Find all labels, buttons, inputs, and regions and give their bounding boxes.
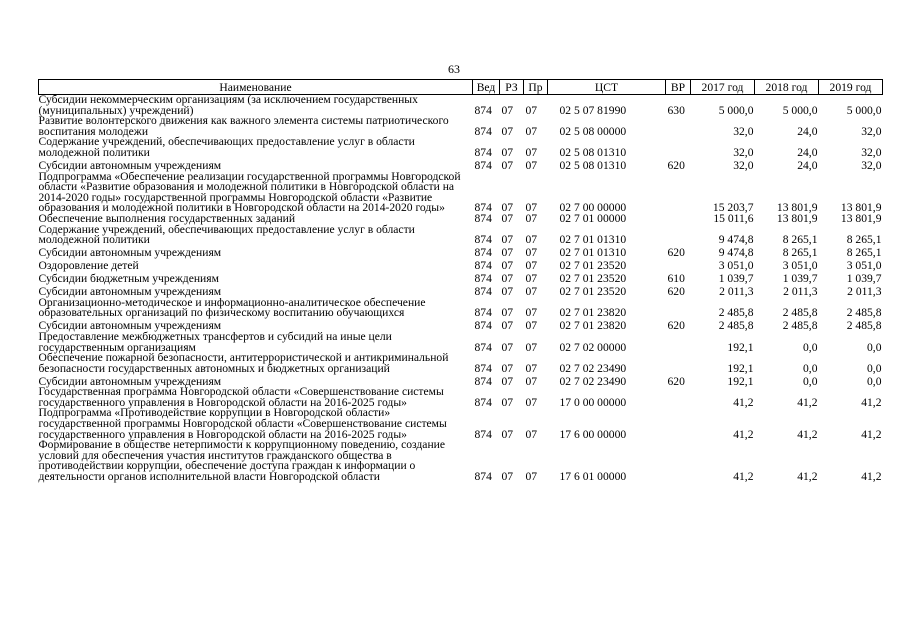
row-2018: 24,0	[797, 158, 818, 172]
row-2019: 13 801,9	[840, 211, 882, 225]
row-2018: 24,0	[797, 145, 818, 159]
table-row	[39, 272, 883, 285]
row-ved: 874	[474, 306, 492, 320]
row-ved: 874	[474, 285, 492, 299]
row-2019: 2 485,8	[846, 319, 882, 333]
row-2019: 5 000,0	[846, 103, 882, 117]
row-ved: 874	[474, 272, 492, 286]
row-2019: 2 011,3	[847, 285, 882, 299]
row-name: Оздоровление детей	[38, 259, 139, 273]
table-row	[39, 298, 883, 319]
row-2018: 2 485,8	[782, 306, 818, 320]
row-2017: 41,2	[733, 470, 754, 484]
row-ved: 874	[474, 103, 492, 117]
row-cst: 17 6 01 00000	[559, 470, 627, 484]
table-row	[39, 246, 883, 259]
row-vr: 630	[667, 103, 685, 117]
table-row	[39, 116, 883, 137]
row-name: Субсидии автономным учреждениям	[38, 246, 222, 260]
row-pr: 07	[525, 361, 538, 375]
row-cst: 02 7 02 23490	[559, 374, 627, 388]
row-rz: 07	[501, 361, 514, 375]
row-pr: 07	[525, 306, 538, 320]
header-vr: ВР	[666, 80, 691, 95]
row-2018: 2 485,8	[782, 319, 818, 333]
row-vr	[666, 214, 691, 225]
row-2019: 0,0	[867, 374, 882, 388]
row-2017: 3 051,0	[718, 259, 754, 273]
row-2018: 13 801,9	[776, 211, 818, 225]
table-row	[39, 332, 883, 353]
row-name: Содержание учреждений, обеспечивающих предоставление услуг в области молодежной политики	[38, 135, 415, 159]
row-rz: 07	[501, 395, 514, 409]
table-row	[39, 95, 883, 117]
row-pr: 07	[525, 374, 538, 388]
row-2019: 8 265,1	[846, 233, 882, 247]
row-rz: 07	[501, 211, 514, 225]
row-ved: 874	[474, 395, 492, 409]
row-pr: 07	[525, 246, 538, 260]
row-2018: 13 801,9	[776, 201, 818, 215]
row-ved: 874	[474, 124, 492, 138]
row-2019: 32,0	[861, 145, 882, 159]
row-cst: 02 7 01 23820	[559, 319, 627, 333]
row-2017: 41,2	[733, 395, 754, 409]
row-rz: 07	[501, 233, 514, 247]
row-rz: 07	[501, 103, 514, 117]
row-name: Предоставление межбюджетных трансфертов и субсидий на иные цели государственным организациям	[38, 329, 392, 354]
row-name: Подпрограмма «Противодействие коррупции в Новгородской области» государственной программы Новгородской области «Совершенствование системы государственного управления в Новгородской области на 2016-2025 годы»	[38, 406, 447, 441]
row-ved: 874	[474, 374, 492, 388]
row-cst: 02 5 08 01310	[559, 145, 627, 159]
row-cst: 02 5 08 01310	[559, 158, 627, 172]
row-rz: 07	[501, 427, 514, 441]
row-pr: 07	[525, 201, 538, 215]
row-2017: 9 474,8	[718, 233, 754, 247]
row-ved: 874	[474, 233, 492, 247]
row-2019: 13 801,9	[840, 201, 882, 215]
row-rz: 07	[501, 340, 514, 354]
row-rz: 07	[501, 319, 514, 333]
page-number: 63	[448, 62, 460, 76]
row-rz: 07	[501, 259, 514, 273]
table-row	[39, 172, 883, 214]
row-pr: 07	[525, 340, 538, 354]
row-ved: 874	[474, 259, 492, 273]
row-name: Развитие волонтерского движения как важного элемента системы патриотического воспитания молодежи	[38, 114, 449, 138]
row-2019: 41,2	[861, 395, 882, 409]
row-name: Субсидии автономным учреждениям	[38, 285, 222, 299]
header-cst: ЦСТ	[548, 80, 666, 95]
row-vr	[666, 225, 691, 246]
row-pr: 07	[525, 211, 538, 225]
table-row	[39, 353, 883, 374]
row-ved: 874	[474, 211, 492, 225]
header-ved: Вед	[473, 80, 500, 95]
row-name: Организационно-методическое и информационно-аналитическое обеспечение образовательных организаций по физическому воспитанию обучающихся	[38, 295, 426, 320]
row-vr: 610	[667, 272, 685, 286]
row-rz: 07	[501, 285, 514, 299]
row-cst: 02 7 00 00000	[559, 201, 627, 215]
row-2018: 41,2	[797, 427, 818, 441]
row-cst: 02 7 01 23520	[559, 259, 627, 273]
row-vr	[666, 116, 691, 137]
row-2018: 41,2	[797, 395, 818, 409]
row-name: Субсидии автономным учреждениям	[38, 319, 222, 333]
row-name: Субсидии некоммерческим организациям (за исключением государственных (муниципальных) учреждений)	[38, 93, 418, 117]
row-vr	[666, 353, 691, 374]
row-pr: 07	[525, 470, 538, 484]
row-cst: 02 7 01 23520	[559, 272, 627, 286]
header-rz: РЗ	[500, 80, 524, 95]
row-2019: 41,2	[861, 427, 882, 441]
row-vr	[666, 408, 691, 440]
row-2018: 3 051,0	[782, 259, 818, 273]
row-name: Подпрограмма «Обеспечение реализации государственной программы Новгородской области «Развитие образования и молодежной политики в Новгородской области на 2014-2020 годы» государственной программы Новгородской области «Развитие образования и молодежной политики в Новгородской области на 2014-2020 годы»	[38, 169, 461, 215]
row-rz: 07	[501, 145, 514, 159]
row-cst: 02 7 01 23820	[559, 306, 627, 320]
header-pr: Пр	[524, 80, 548, 95]
row-cst: 02 7 02 00000	[559, 340, 627, 354]
row-vr	[666, 387, 691, 408]
row-2018: 24,0	[797, 124, 818, 138]
row-rz: 07	[501, 124, 514, 138]
row-2018: 41,2	[797, 470, 818, 484]
row-2018: 2 011,3	[783, 285, 818, 299]
row-name: Государственная программа Новгородской области «Совершенствование системы государственного управления в Новгородской области на 2016-2025 годы»	[38, 385, 444, 409]
row-vr: 620	[667, 319, 685, 333]
row-2017: 32,0	[733, 145, 754, 159]
table-row	[39, 259, 883, 272]
row-pr: 07	[525, 427, 538, 441]
row-vr: 620	[667, 285, 685, 299]
row-2017: 15 011,6	[713, 211, 754, 225]
row-cst: 17 6 00 00000	[559, 427, 627, 441]
row-ved: 874	[474, 246, 492, 260]
row-cst: 02 7 01 00000	[559, 211, 627, 225]
row-vr	[666, 172, 691, 214]
row-2018: 0,0	[803, 361, 818, 375]
row-2018: 0,0	[803, 340, 818, 354]
row-2018: 8 265,1	[782, 233, 818, 247]
row-pr: 07	[525, 158, 538, 172]
row-2017: 2 485,8	[718, 319, 754, 333]
row-cst: 02 5 08 00000	[559, 124, 627, 138]
row-vr	[666, 332, 691, 353]
row-name: Содержание учреждений, обеспечивающих предоставление услуг в области молодежной политики	[38, 222, 415, 247]
row-vr	[666, 298, 691, 319]
row-name: Формирование в обществе нетерпимости к коррупционному поведению, создание условий для обеспечения участия институтов гражданского общества в противодействии коррупции, обеспечение доступа граждан к информации о деятельности органов исполнительной власти Новгородской области	[38, 438, 445, 484]
row-2017: 192,1	[727, 374, 754, 388]
row-cst: 02 7 01 23520	[559, 285, 627, 299]
row-pr: 07	[525, 233, 538, 247]
row-2017: 5 000,0	[718, 103, 754, 117]
row-2017: 2 011,3	[719, 285, 754, 299]
row-rz: 07	[501, 272, 514, 286]
row-2017: 1 039,7	[718, 272, 754, 286]
row-2017: 32,0	[733, 158, 754, 172]
row-2017: 41,2	[733, 427, 754, 441]
row-vr: 620	[667, 374, 685, 388]
row-2017: 32,0	[733, 124, 754, 138]
row-pr: 07	[525, 272, 538, 286]
row-vr: 620	[667, 158, 685, 172]
row-pr: 07	[525, 395, 538, 409]
row-pr: 07	[525, 145, 538, 159]
row-rz: 07	[501, 374, 514, 388]
row-2017: 192,1	[727, 361, 754, 375]
row-vr: 620	[667, 246, 685, 260]
row-ved: 874	[474, 427, 492, 441]
budget-table	[38, 79, 883, 483]
row-2019: 8 265,1	[846, 246, 882, 260]
row-2018: 1 039,7	[782, 272, 818, 286]
row-ved: 874	[474, 340, 492, 354]
row-pr: 07	[525, 124, 538, 138]
row-pr: 07	[525, 285, 538, 299]
row-2018: 5 000,0	[782, 103, 818, 117]
row-2019: 1 039,7	[846, 272, 882, 286]
row-name: Обеспечение выполнения государственных заданий	[38, 211, 296, 225]
row-2018: 0,0	[803, 374, 818, 388]
row-2019: 32,0	[861, 124, 882, 138]
header-2017: 2017 год	[691, 80, 755, 95]
row-name: Субсидии бюджетным учреждениям	[38, 272, 219, 286]
table-row	[39, 225, 883, 246]
row-cst: 02 7 01 01310	[559, 246, 627, 260]
header-2019: 2019 год	[819, 80, 883, 95]
header-2018: 2018 год	[755, 80, 819, 95]
row-ved: 874	[474, 319, 492, 333]
row-vr	[666, 137, 691, 158]
row-2019: 2 485,8	[846, 306, 882, 320]
header-name: Наименование	[39, 80, 473, 95]
row-pr: 07	[525, 103, 538, 117]
row-2018: 8 265,1	[782, 246, 818, 260]
row-cst: 17 0 00 00000	[559, 395, 627, 409]
row-rz: 07	[501, 246, 514, 260]
row-vr	[666, 440, 691, 482]
row-pr: 07	[525, 319, 538, 333]
row-cst: 02 7 02 23490	[559, 361, 627, 375]
row-name: Обеспечение пожарной безопасности, антитеррористической и антикриминальной безопасности государственных автономных и бюджетных организаций	[38, 351, 449, 375]
row-ved: 874	[474, 361, 492, 375]
table-row	[39, 440, 883, 482]
row-2017: 2 485,8	[718, 306, 754, 320]
row-2017: 9 474,8	[718, 246, 754, 260]
table-row	[39, 408, 883, 440]
row-2019: 41,2	[861, 470, 882, 484]
row-2019: 0,0	[867, 361, 882, 375]
row-2017: 15 203,7	[712, 201, 754, 215]
row-ved: 874	[474, 145, 492, 159]
row-2019: 0,0	[867, 340, 882, 354]
table-row	[39, 137, 883, 158]
row-2019: 32,0	[861, 158, 882, 172]
row-cst: 02 7 01 01310	[559, 233, 627, 247]
row-2017: 192,1	[727, 340, 754, 354]
row-ved: 874	[474, 470, 492, 484]
row-rz: 07	[501, 201, 514, 215]
row-pr: 07	[525, 259, 538, 273]
row-cst: 02 5 07 81990	[559, 103, 627, 117]
table-row	[39, 387, 883, 408]
row-rz: 07	[501, 470, 514, 484]
row-vr	[666, 259, 691, 272]
row-ved: 874	[474, 201, 492, 215]
row-rz: 07	[501, 158, 514, 172]
row-name: Субсидии автономным учреждениям	[38, 374, 222, 388]
row-name: Субсидии автономным учреждениям	[38, 158, 222, 172]
row-rz: 07	[501, 306, 514, 320]
row-ved: 874	[474, 158, 492, 172]
row-2019: 3 051,0	[846, 259, 882, 273]
